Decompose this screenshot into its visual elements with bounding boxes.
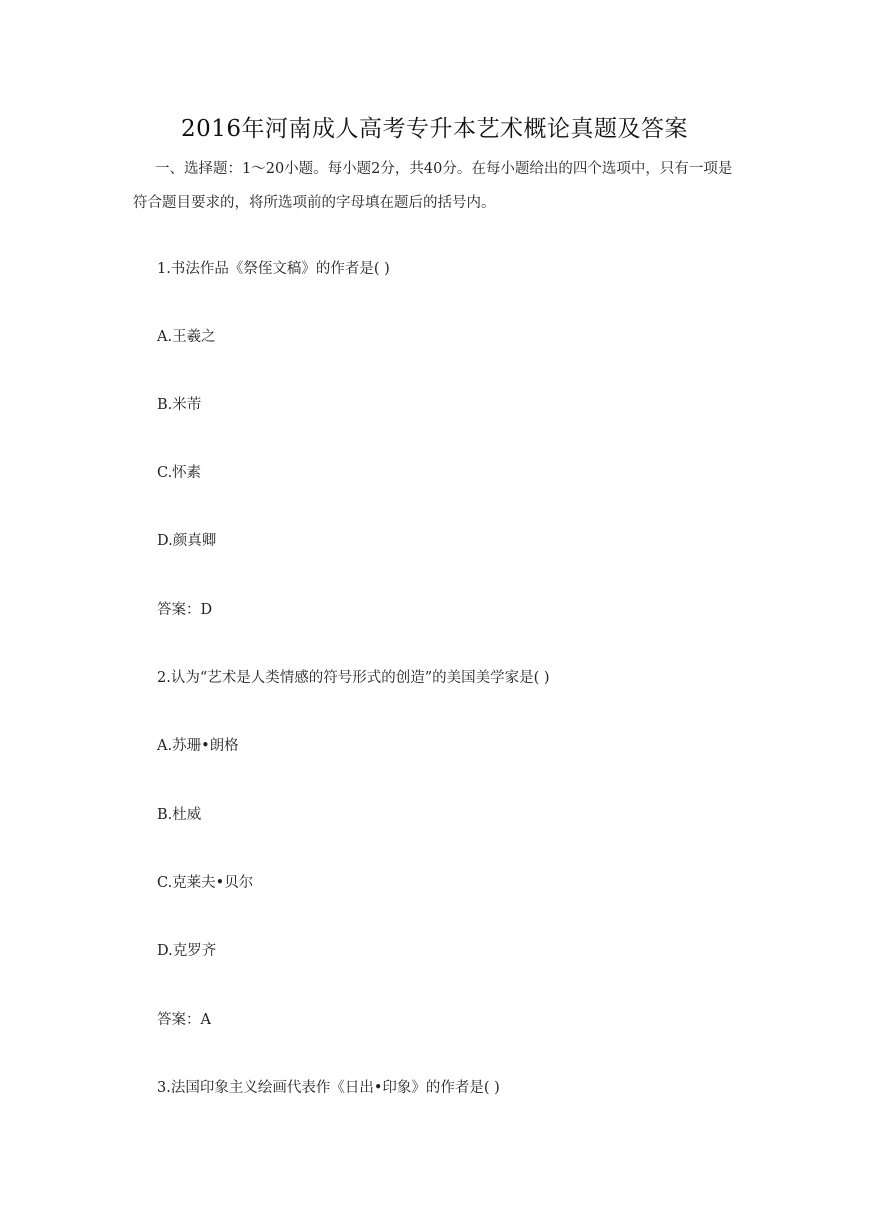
question-2-option-c: C.克莱夫•贝尔 (157, 875, 254, 891)
section-instructions: 一、选择题：1～20小题。每小题2分，共40分。在每小题给出的四个选项中，只有一项是符合题目要求的，将所选项前的字母填在题后的括号内。 (133, 161, 733, 211)
question-1-option-d: D.颜真卿 (157, 533, 217, 549)
question-1-stem: 1.书法作品《祭侄文稿》的作者是( ) (157, 261, 390, 277)
question-2-stem: 2.认为“艺术是人类情感的符号形式的创造”的美国美学家是( ) (157, 670, 550, 686)
document-title: 2016年河南成人高考专升本艺术概论真题及答案 (180, 116, 689, 142)
question-2-option-b: B.杜威 (157, 807, 202, 823)
question-2-option-d: D.克罗齐 (157, 943, 217, 959)
question-1-answer: 答案：D (157, 602, 213, 618)
question-1-option-b: B.米芾 (157, 397, 202, 413)
question-2-option-a: A.苏珊•朗格 (157, 738, 239, 754)
question-2-answer: 答案：A (157, 1012, 211, 1028)
question-1-option-c: C.怀素 (157, 465, 202, 481)
question-1-option-a: A.王羲之 (157, 329, 216, 345)
question-3-stem: 3.法国印象主义绘画代表作《日出•印象》的作者是( ) (157, 1080, 500, 1096)
